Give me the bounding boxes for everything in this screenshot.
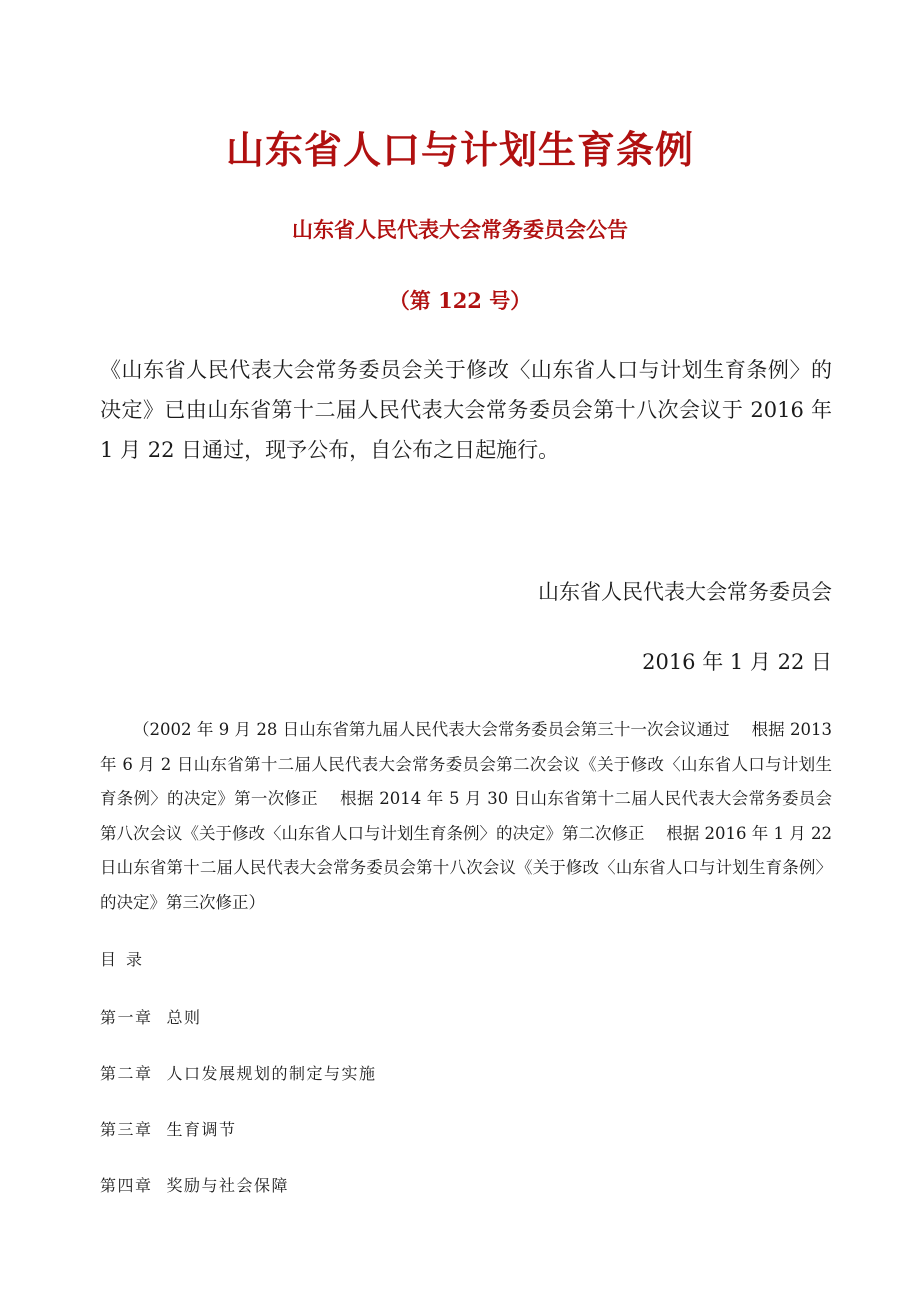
toc-item-chapter-2 [100,1060,377,1088]
toc-item-chapter-1 [100,1004,202,1032]
toc-chapter-number: 第四章 [100,1176,153,1195]
document-title: 山东省人口与计划生育条例 [225,127,694,172]
toc-chapter-number: 第二章 [100,1064,153,1083]
toc-chapter-name: 总则 [166,1008,202,1027]
toc-heading: 目录 [100,950,153,969]
announcement-number: （第 122 号） [388,288,532,313]
amendment-history: （2002 年 9 月 28 日山东省第九届人民代表大会常务委员会第三十一次会议通过 根据 2013 年 6 月 2 日山东省第十二届人民代表大会常务委员会第二次会议《关于修改〈山东省人口与计划生育条例〉的决定》第一次修正 根据 2014 年 5 月 30 日山东省第十二届人民代表大会常务委员会第八次会议《关于修改〈山东省人口与计划生育条例〉的决定》第二次修正 根据 2016 年 1 月 22 日山东省第十二届人民代表大会常务委员会第十八次会议《关于修改〈山东省人口与计划生育条例〉的决定》第三次修正） [100,720,832,912]
toc-chapter-name: 生育调节 [166,1120,237,1139]
toc-chapter-name: 奖励与社会保障 [166,1176,290,1195]
toc-chapter-number: 第一章 [100,1008,153,1027]
signer: 山东省人民代表大会常务委员会 [538,580,832,604]
toc-item-chapter-3 [100,1116,237,1144]
toc-chapter-number: 第三章 [100,1120,153,1139]
toc-item-chapter-4 [100,1172,289,1200]
sign-date: 2016 年 1 月 22 日 [642,650,832,674]
toc-chapter-name: 人口发展规划的制定与实施 [166,1064,377,1083]
announcement-body: 《山东省人民代表大会常务委员会关于修改〈山东省人口与计划生育条例〉的决定》已由山东省第十二届人民代表大会常务委员会第十八次会议于 2016 年 1 月 22 日通过，现予公布，自公布之日起施行。 [100,358,832,462]
announcement-issuer-heading: 山东省人民代表大会常务委员会公告 [292,217,628,242]
